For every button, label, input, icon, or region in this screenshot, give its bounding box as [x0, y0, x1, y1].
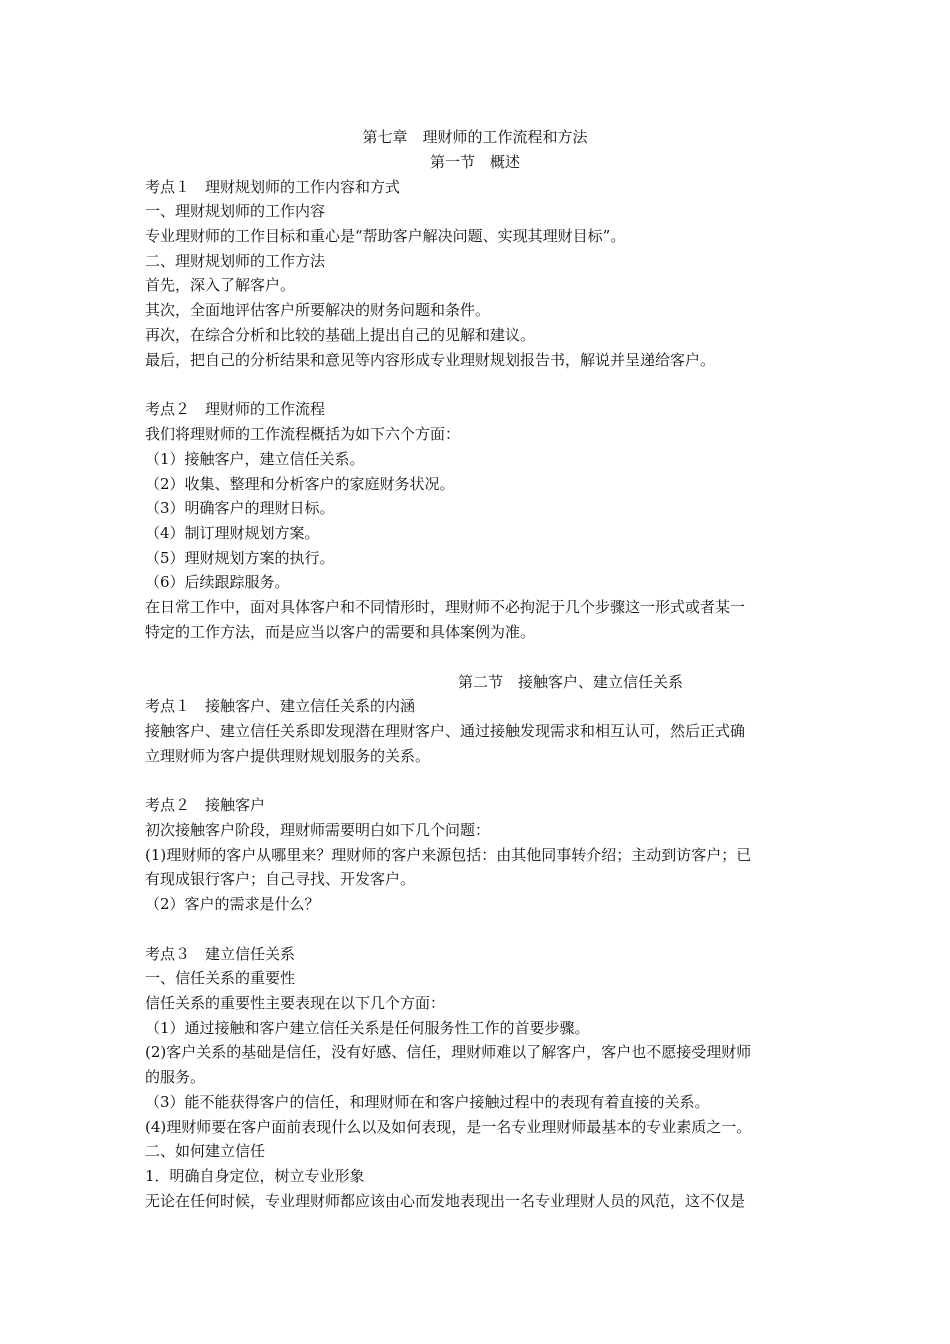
- paragraph: 在日常工作中，面对具体客户和不同情形时，理财师不必拘泥于几个步骤这一形式或者某一: [145, 598, 746, 616]
- section2-title: 第二节 接触客户、建立信任关系: [458, 673, 684, 691]
- paragraph: 初次接触客户阶段，理财师需要明白如下几个问题：: [145, 821, 491, 839]
- kp3-heading: 考点３ 建立信任关系: [145, 945, 296, 963]
- paragraph: 无论在任何时候，专业理财师都应该由心而发地表现出一名专业理财人员的风范，这不仅是: [145, 1192, 746, 1210]
- list-item: （3）能不能获得客户的信任，和理财师在和客户接触过程中的表现有着直接的关系。: [145, 1093, 710, 1111]
- paragraph: 接触客户、建立信任关系即发现潜在理财客户、通过接触发现需求和相互认可，然后正式确: [145, 722, 746, 740]
- list-item: (4)理财师要在客户面前表现什么以及如何表现，是一名专业理财师最基本的专业素质之一。: [145, 1118, 752, 1136]
- list-item: （1）接触客户，建立信任关系。: [145, 450, 365, 468]
- step-line: 首先，深入了解客户。: [145, 276, 296, 294]
- kp1-heading: 考点１ 理财规划师的工作内容和方式: [145, 178, 401, 196]
- subheading: 一、信任关系的重要性: [145, 969, 296, 987]
- kp2-heading: 考点２ 接触客户: [145, 796, 266, 814]
- list-item: （2）客户的需求是什么？: [145, 895, 320, 913]
- subheading: 二、理财规划师的工作方法: [145, 252, 326, 270]
- subheading: 一、理财规划师的工作内容: [145, 202, 326, 220]
- paragraph: 特定的工作方法，而是应当以客户的需要和具体案例为准。: [145, 623, 536, 641]
- step-line: 最后，把自己的分析结果和意见等内容形成专业理财规划报告书，解说并呈递给客户。: [145, 351, 716, 369]
- list-item: 的服务。: [145, 1068, 206, 1086]
- list-item: （6）后续跟踪服务。: [145, 573, 290, 591]
- paragraph: 我们将理财师的工作流程概括为如下六个方面：: [145, 425, 461, 443]
- paragraph: 立理财师为客户提供理财规划服务的关系。: [145, 747, 431, 765]
- step-line: 其次，全面地评估客户所要解决的财务问题和条件。: [145, 301, 491, 319]
- step-line: 再次，在综合分析和比较的基础上提出自己的见解和建议。: [145, 326, 536, 344]
- kp2-heading: 考点２ 理财师的工作流程: [145, 400, 326, 418]
- list-item: （3）明确客户的理财日标。: [145, 499, 335, 517]
- section1-title: 第一节 概述: [429, 153, 520, 171]
- subheading: 二、如何建立信任: [145, 1142, 266, 1160]
- kp1-heading: 考点１ 接触客户、建立信任关系的内涵: [145, 697, 416, 715]
- paragraph: 信任关系的重要性主要表现在以下几个方面：: [145, 994, 446, 1012]
- list-item: (2)客户关系的基础是信任，没有好感、信任，理财师难以了解客户，客户也不愿接受理财师: [145, 1043, 752, 1061]
- list-item: （5）理财规划方案的执行。: [145, 549, 335, 567]
- list-item: (1)理财师的客户从哪里来？理财师的客户来源包括：由其他同事转介绍；主动到访客户；已: [145, 846, 752, 864]
- paragraph: 专业理财师的工作目标和重心是“帮助客户解决问题、实现其理财目标”。: [145, 227, 626, 245]
- subheading: 1．明确自身定位，树立专业形象: [145, 1167, 365, 1185]
- list-item: （4）制订理财规划方案。: [145, 524, 320, 542]
- list-item: （2）收集、整理和分析客户的家庭财务状况。: [145, 475, 455, 493]
- chapter-title: 第七章 理财师的工作流程和方法: [362, 128, 588, 146]
- list-item: （1）通过接触和客户建立信任关系是任何服务性工作的首要步骤。: [145, 1019, 590, 1037]
- list-item: 有现成银行客户；自己寻找、开发客户。: [145, 870, 416, 888]
